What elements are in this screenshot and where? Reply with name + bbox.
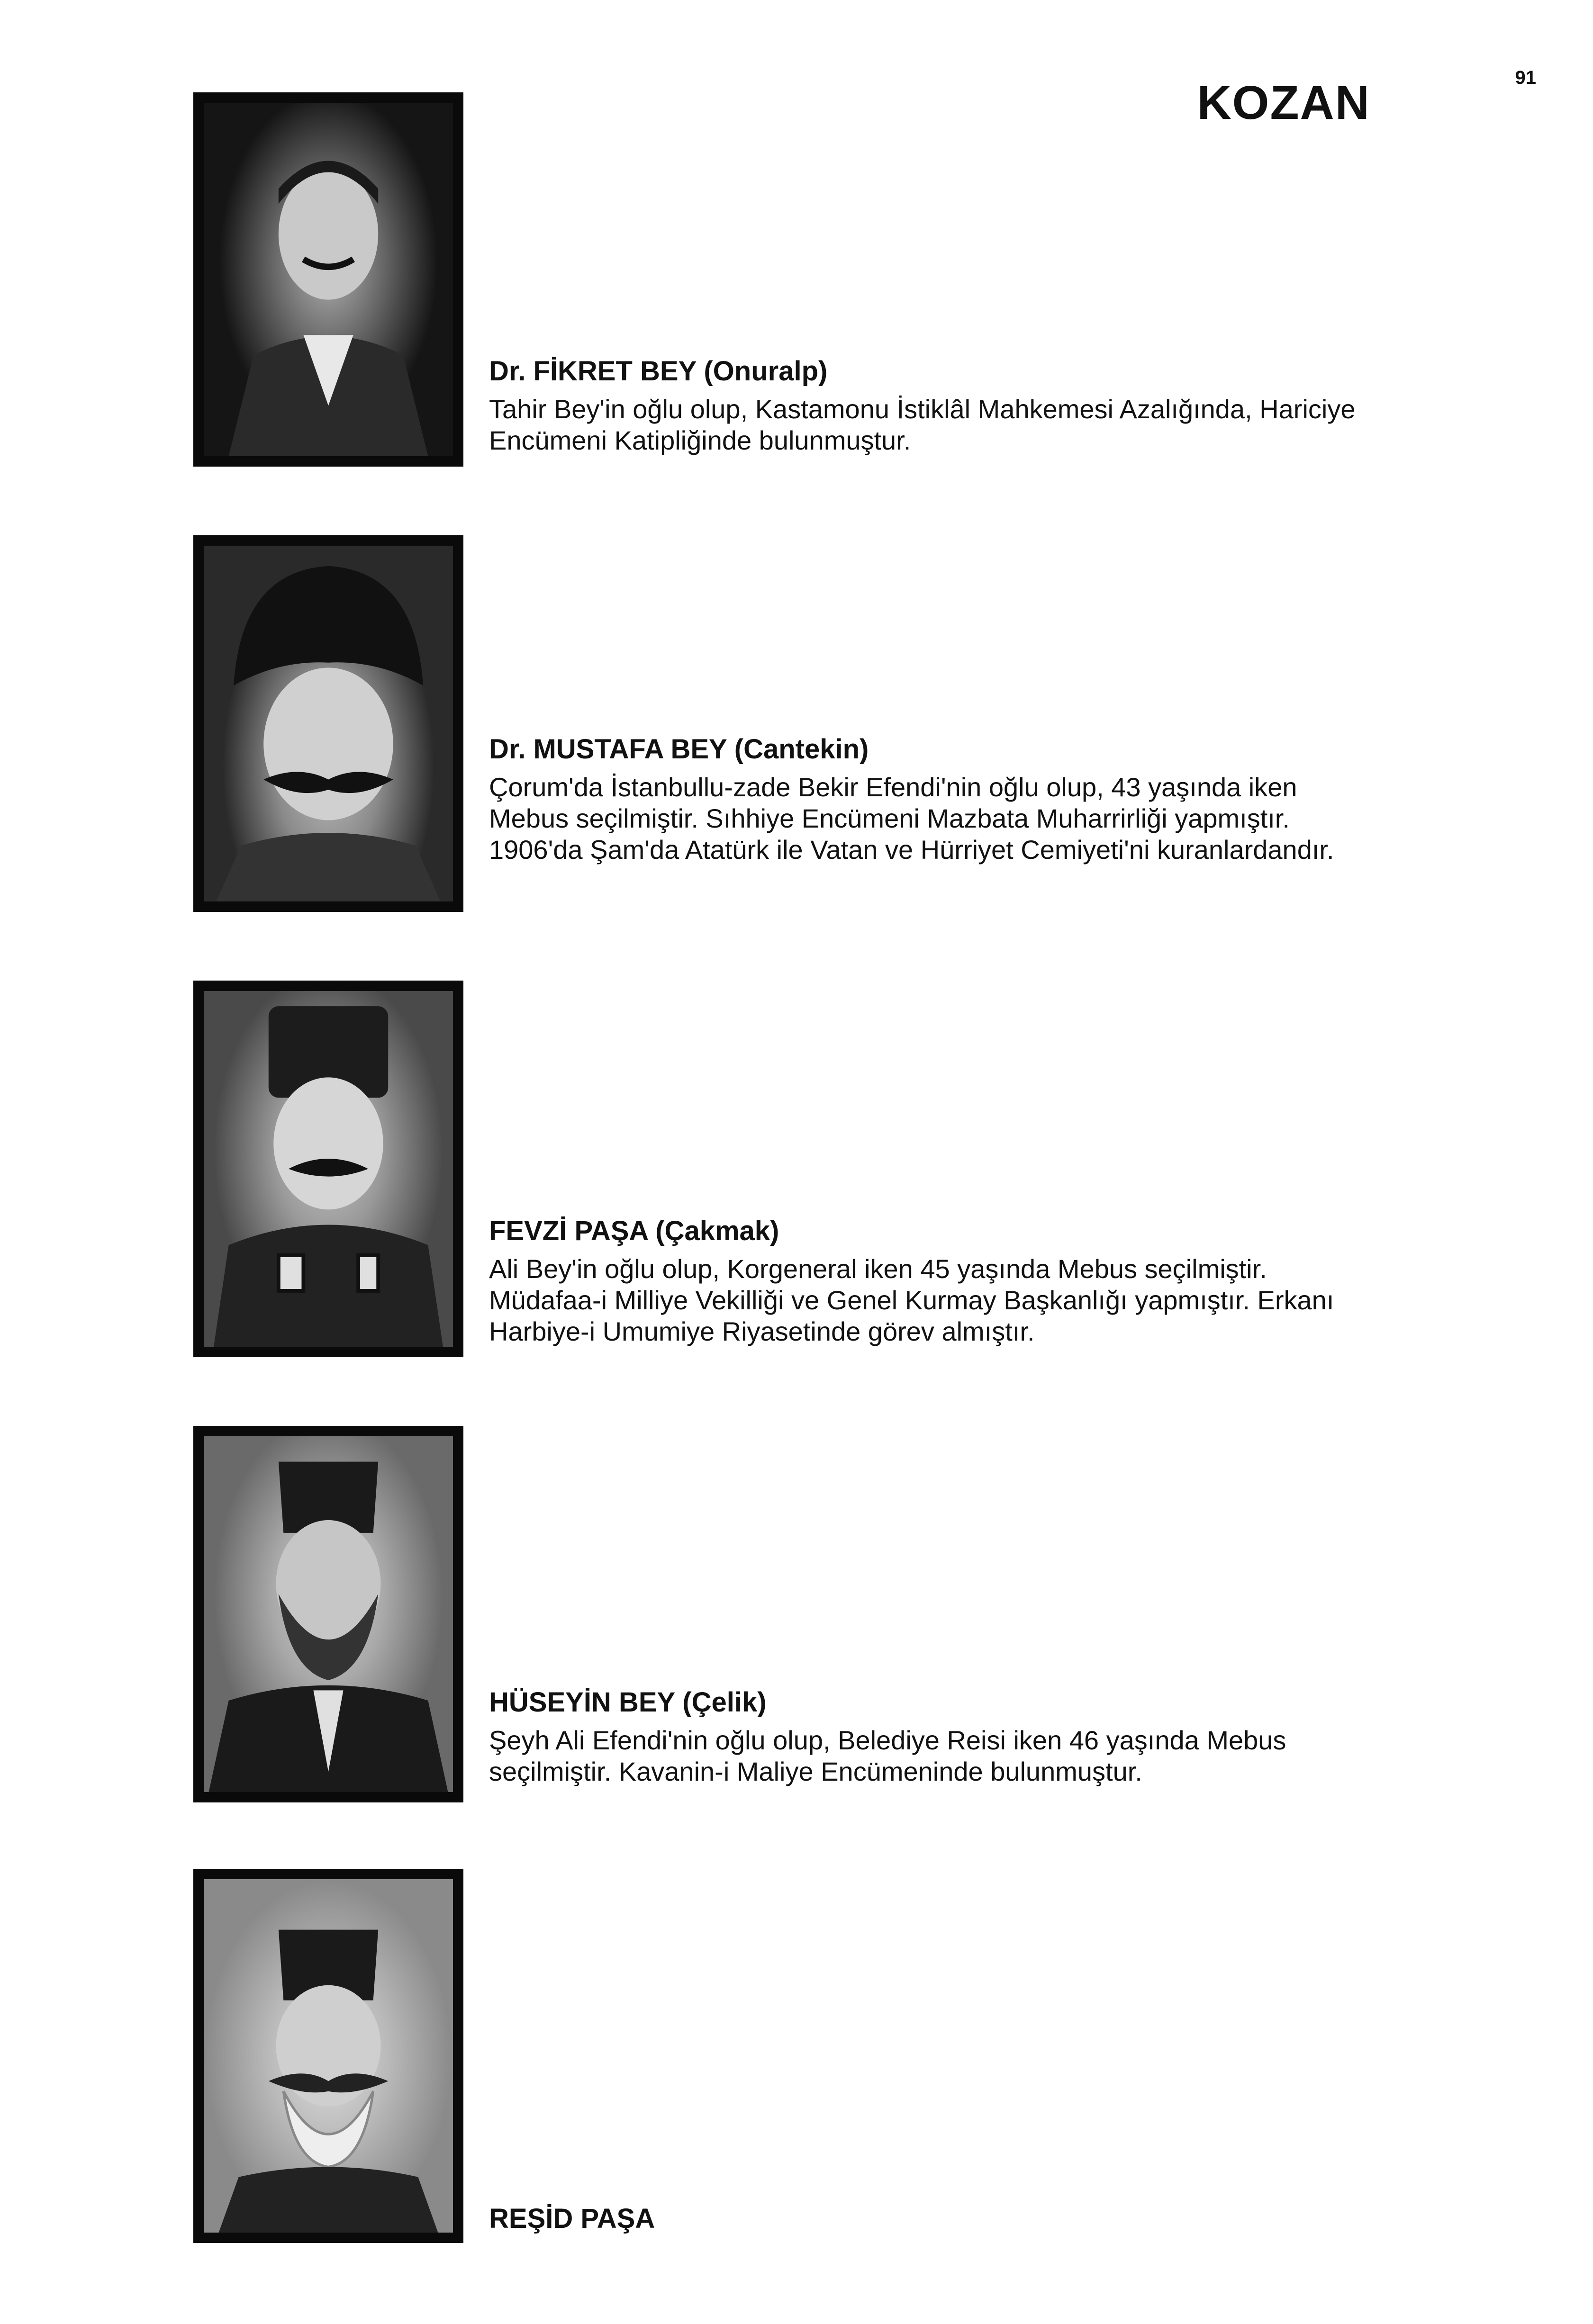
entry-bio: Çorum'da İstanbullu-zade Bekir Efendi'nin oğlu olup, 43 yaşında iken Mebus seçilmiştir. Sıhhiye Encümeni Mazbata Muharrirliği yapmıştır. 1906'da Şam'da Atatürk ile Vatan ve Hürriyet Cemiyeti'ni kuranlardandır. — [489, 772, 1334, 865]
entry-name: Dr. FİKRET BEY (Onuralp) — [489, 356, 828, 387]
entry-bio: Tahir Bey'in oğlu olup, Kastamonu İstiklâl Mahkemesi Azalığında, Hariciye Encümeni Katipliğinde bulunmuştur. — [489, 394, 1356, 455]
entry-5-text — [489, 2203, 1380, 2241]
portrait-photo-4 — [193, 1426, 463, 1802]
entry-name: Dr. MUSTAFA BEY (Cantekin) — [489, 734, 869, 765]
entry-name: REŞİD PAŞA — [489, 2203, 655, 2234]
entry-name: HÜSEYİN BEY (Çelik) — [489, 1687, 767, 1718]
entry-1-text — [489, 355, 1380, 456]
entry-3-text — [489, 1215, 1380, 1347]
page-number: 91 — [1515, 67, 1536, 88]
portrait-photo-5 — [193, 1869, 463, 2243]
entry-name: FEVZİ PAŞA (Çakmak) — [489, 1216, 779, 1246]
portrait-photo-3 — [193, 981, 463, 1357]
portrait-photo-1 — [193, 92, 463, 467]
entry-4-text — [489, 1686, 1380, 1787]
entry-2-text — [489, 733, 1380, 865]
chapter-title: KOZAN — [1197, 76, 1370, 129]
entry-bio: Ali Bey'in oğlu olup, Korgeneral iken 45 yaşında Mebus seçilmiştir. Müdafaa-i Milliye Vekilliği ve Genel Kurmay Başkanlığı yapmıştır. Erkanı Harbiye-i Umumiye Riyasetinde görev almıştır. — [489, 1254, 1334, 1346]
entry-bio: Şeyh Ali Efendi'nin oğlu olup, Belediye Reisi iken 46 yaşında Mebus seçilmiştir. Kavanin-i Maliye Encümeninde bulunmuştur. — [489, 1725, 1286, 1786]
portrait-photo-2 — [193, 535, 463, 912]
